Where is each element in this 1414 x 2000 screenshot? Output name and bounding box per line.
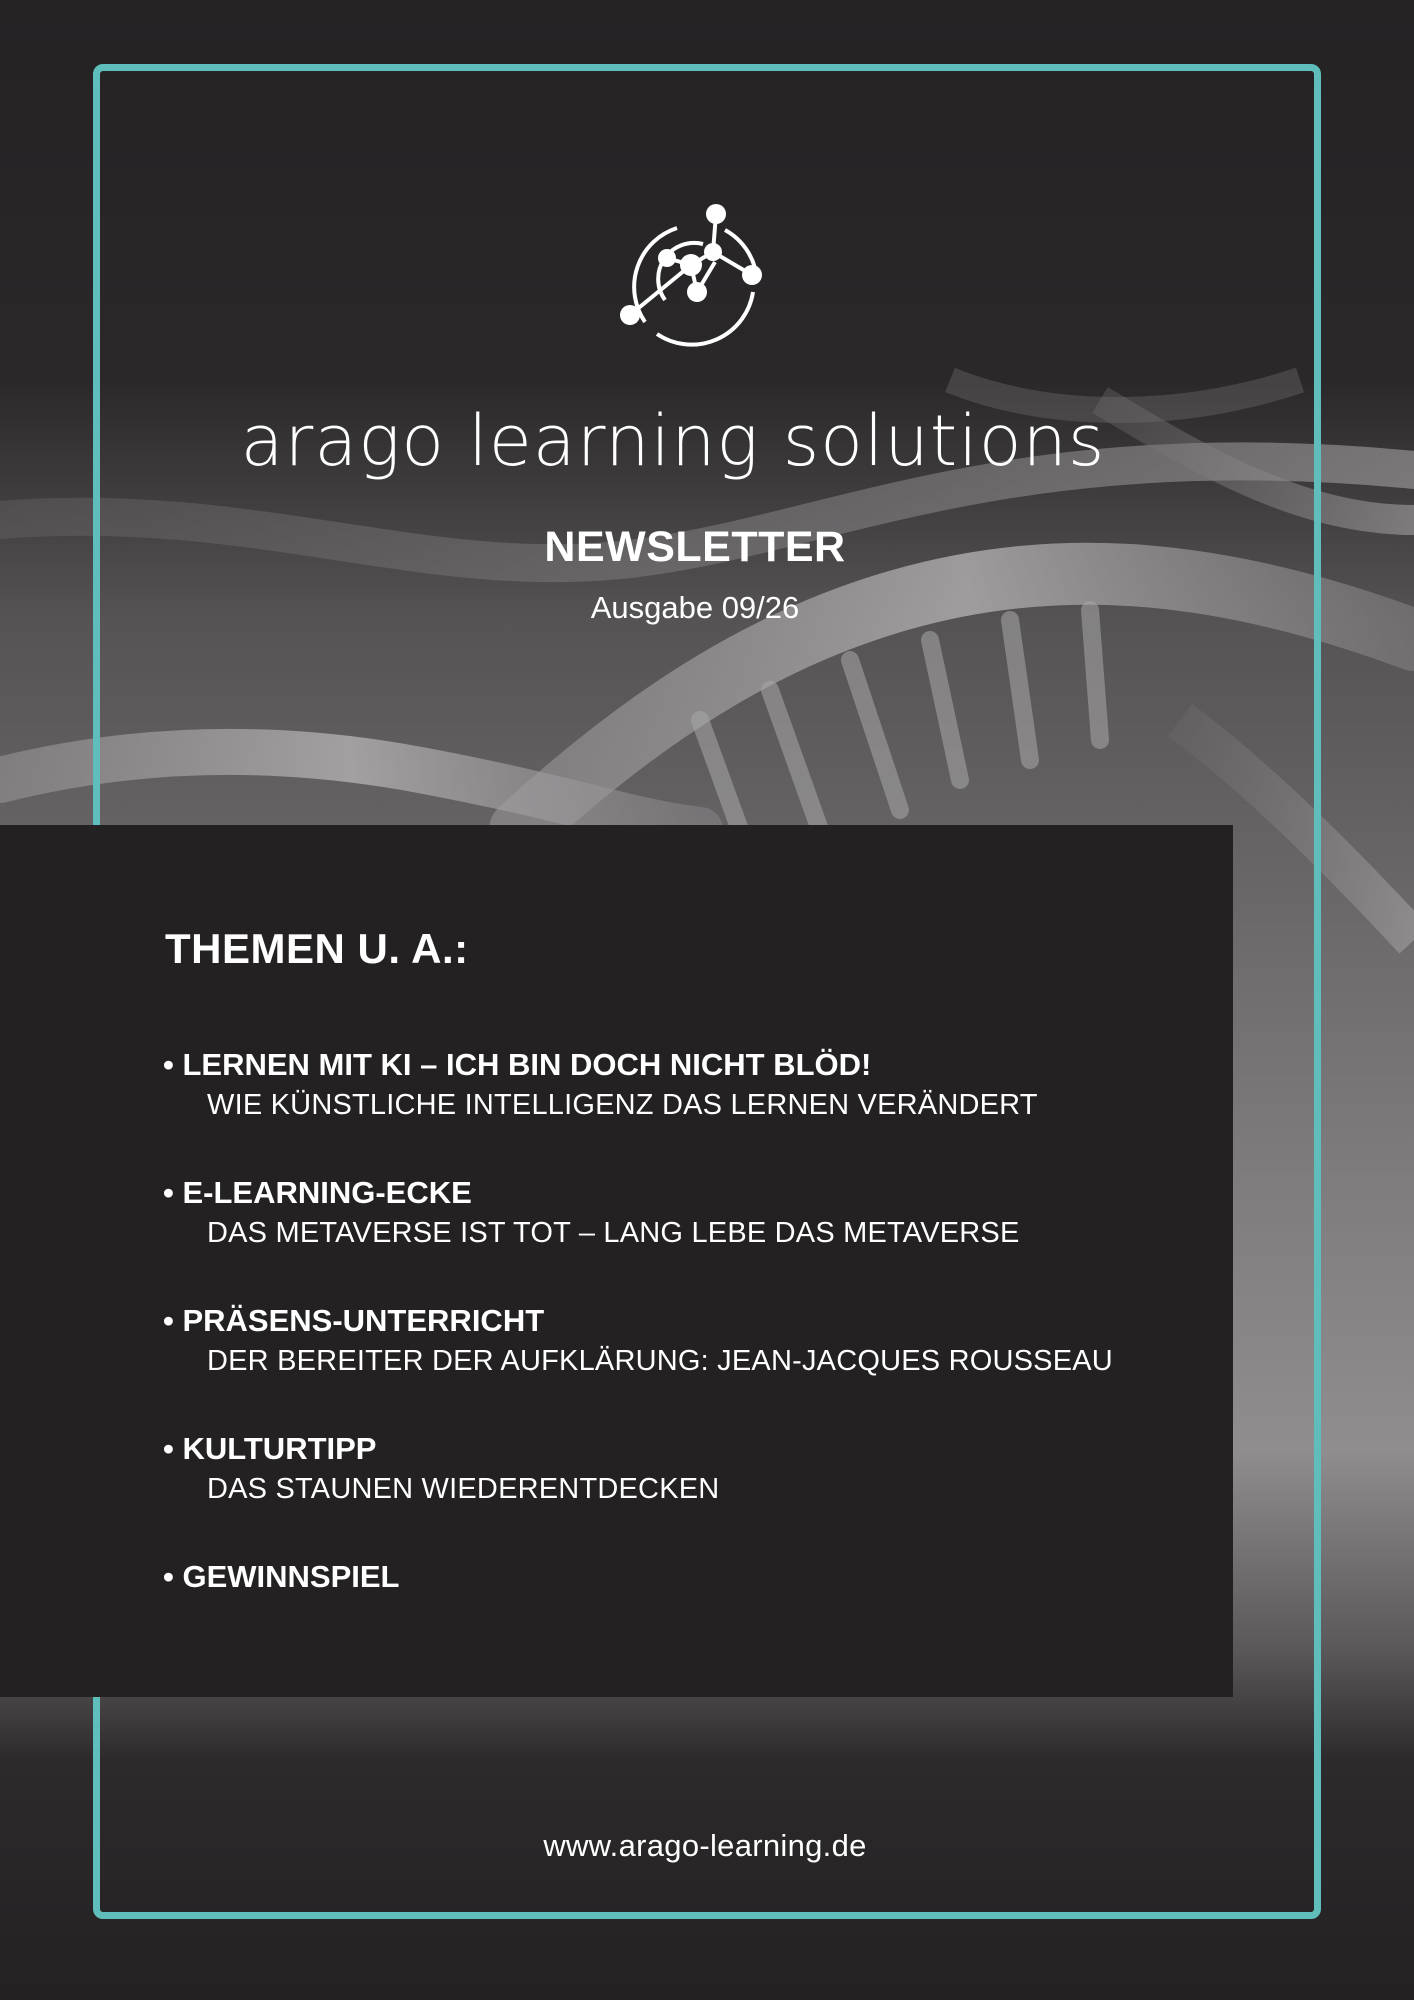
website-link[interactable]: www.arago-learning.de — [543, 1828, 867, 1863]
topic-item — [163, 1429, 719, 1509]
topic-subtitle: DAS METAVERSE IST TOT – LANG LEBE DAS METAVERSE — [207, 1217, 1020, 1249]
topic-subtitle: WIE KÜNSTLICHE INTELLIGENZ DAS LERNEN VERÄNDERT — [207, 1089, 1038, 1121]
newsletter-title: NEWSLETTER — [544, 523, 846, 571]
topic-item — [163, 1557, 399, 1597]
topics-panel — [0, 825, 1233, 1697]
topic-item — [163, 1301, 1113, 1381]
topics-heading: THEMEN U. A.: — [165, 925, 469, 972]
topic-subtitle: DAS STAUNEN WIEDERENTDECKEN — [207, 1473, 720, 1505]
topic-item — [163, 1045, 1038, 1125]
topic-title: • E-LEARNING-ECKE — [163, 1175, 472, 1210]
topic-title: • KULTURTIPP — [163, 1431, 377, 1466]
topic-title: • LERNEN MIT KI – ICH BIN DOCH NICHT BLÖD! — [163, 1047, 872, 1082]
topic-title: • GEWINNSPIEL — [163, 1559, 400, 1594]
topic-item — [163, 1173, 1020, 1253]
newsletter-issue: Ausgabe 09/26 — [590, 590, 800, 625]
topic-subtitle: DER BEREITER DER AUFKLÄRUNG: JEAN-JACQUES ROUSSEAU — [207, 1345, 1113, 1377]
brand-name: arago learning solutions — [240, 400, 1106, 482]
molecule-network-icon — [615, 200, 775, 360]
topic-title: • PRÄSENS-UNTERRICHT — [163, 1303, 545, 1338]
